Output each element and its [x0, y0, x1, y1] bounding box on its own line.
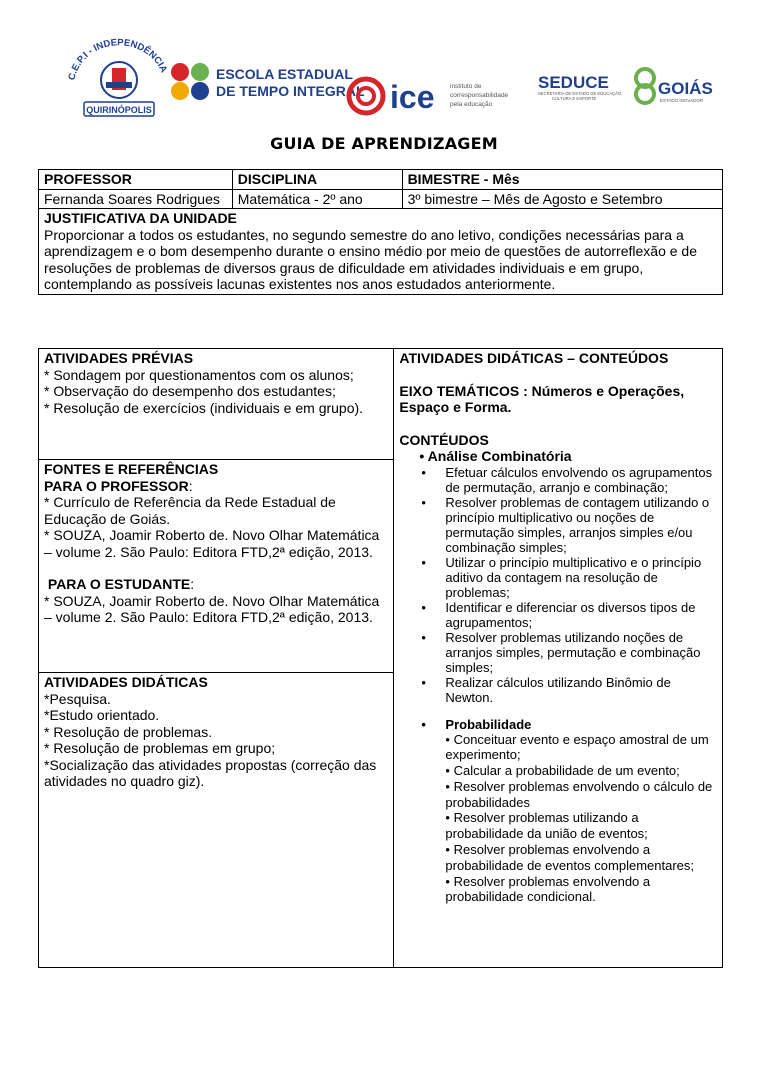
didaticas-label: ATIVIDADES DIDÁTICAS: [44, 674, 208, 690]
conteudos-label: CONTÉUDOS: [399, 431, 489, 448]
probabilidade-group: [399, 717, 718, 732]
fontes-professor-item: * SOUZA, Joamir Roberto de. Novo Olhar Matemática – volume 2. São Paulo: Editora FTD,2ª edição, 2013.: [44, 527, 380, 560]
escola-line2: DE TEMPO INTEGRAL: [216, 83, 365, 99]
list-item: • Resolver problemas envolvendo a probabilidade de eventos complementares;: [445, 842, 695, 873]
escola-line1: ESCOLA ESTADUAL: [216, 66, 353, 82]
header-table: [38, 169, 723, 295]
didaticas-cell: [39, 673, 394, 968]
ice-sub3: pela educação: [450, 101, 493, 108]
para-estudante-label: PARA O ESTUDANTE: [47, 576, 191, 592]
list-item: • Efetuar cálculos envolvendo os agrupamentos de permutação, arranjo e combinação;: [399, 465, 718, 495]
cepi-logo: [60, 38, 178, 118]
goias-name: GOIÁS: [658, 79, 713, 98]
didaticas-item: * Resolução de problemas em grupo;: [44, 740, 276, 756]
list-item: • Resolver problemas de contagem utilizando o princípio multiplicativo ou noções de permutação simples, arranjos simples e/ou combinação simples;: [399, 495, 718, 555]
ice-name: ice: [390, 79, 435, 115]
list-item: • Identificar e diferenciar os diversos tipos de agrupamentos;: [399, 600, 718, 630]
goias-logo: [634, 64, 714, 108]
ice-sub2: corresponsabilidade: [450, 92, 509, 99]
conteudos-cell: [394, 349, 723, 968]
ice-sub1: instituto de: [450, 83, 482, 90]
justificativa-label: JUSTIFICATIVA DA UNIDADE: [44, 210, 237, 226]
disciplina-label: DISCIPLINA: [232, 170, 402, 190]
logo-bar: [40, 36, 730, 122]
eixo-tematico: EIXO TEMÁTICOS : Números e Operações, Espaço e Forma.: [399, 382, 685, 415]
disciplina-value: Matemática - 2º ano: [232, 189, 402, 209]
activities-table: [38, 348, 723, 968]
fontes-estudante-item: * SOUZA, Joamir Roberto de. Novo Olhar Matemática – volume 2. São Paulo: Editora FTD,2ª edição, 2013.: [44, 592, 380, 625]
para-professor-label: PARA O PROFESSOR: [44, 477, 189, 494]
list-item: • Calcular a probabilidade de um evento;: [445, 763, 680, 779]
previas-label: ATIVIDADES PRÉVIAS: [44, 350, 194, 366]
previas-item: * Observação do desempenho dos estudantes;: [44, 383, 336, 399]
didaticas-item: * Resolução de problemas.: [44, 723, 213, 740]
fontes-label: FONTES E REFERÊNCIAS: [44, 461, 219, 477]
didaticas-item: *Socialização das atividades propostas (correção das atividades no quadro giz).: [44, 756, 377, 789]
previas-item: * Resolução de exercícios (individuais e em grupo).: [44, 399, 364, 416]
fontes-professor-item: * Currículo de Referência da Rede Estadual de Educação de Goiás.: [44, 494, 336, 527]
list-item: • Realizar cálculos utilizando Binômio de Newton.: [399, 675, 718, 705]
ice-logo: [346, 76, 516, 116]
didaticas-item: *Pesquisa.: [44, 690, 111, 707]
conteudos-heading: ATIVIDADES DIDÁTICAS – CONTEÚDOS: [399, 350, 669, 366]
seduce-name: SEDUCE: [538, 73, 609, 92]
seduce-logo: [538, 72, 628, 102]
cepi-top-text: C.E.P.I - INDEPENDÊNCIA: [66, 38, 170, 82]
seduce-sub2: CULTURA E ESPORTE: [552, 96, 597, 101]
probabilidade-list: [399, 732, 718, 906]
professor-label: PROFESSOR: [39, 170, 233, 190]
justificativa-cell: [39, 209, 723, 295]
professor-value: Fernanda Soares Rodrigues: [39, 189, 233, 209]
seduce-sub1: SECRETARIA DE ESTADO DE EDUCAÇÃO,: [538, 91, 623, 96]
bimestre-label: BIMESTRE - Mês: [402, 170, 722, 190]
fontes-cell: FONTES E REFERÊNCIAS PARA O PROFESSOR: * Currículo de Referência da Rede Estadual de Educação de Goiás. * SOUZA, Joamir Roberto de. Novo Olhar Matemática – volume 2. São Paulo: Editora FTD,2ª edição, 2013. PARA O ESTUDANTE: * SOUZA, Joamir Roberto de. Novo Olhar Matemática – volume 2. São Paulo: Editora FTD,2ª edição, 2013.: [39, 460, 394, 673]
goias-sub: ESTADO INOVADOR: [660, 98, 704, 103]
list-item: • Resolver problemas envolvendo o cálculo de probabilidades: [445, 778, 713, 810]
list-item: • Resolver problemas utilizando a probabilidade da união de eventos;: [445, 810, 648, 842]
list-item: • Conceituar evento e espaço amostral de um experimento;: [445, 731, 709, 763]
previas-item: * Sondagem por questionamentos com os alunos;: [44, 366, 354, 383]
list-item: • Utilizar o princípio multiplicativo e o princípio aditivo da contagem na resolução de problemas;: [399, 555, 718, 600]
probabilidade-label: • Probabilidade: [399, 717, 718, 732]
cepi-bottom-text: QUIRINÓPOLIS: [86, 105, 152, 115]
justificativa-text: Proporcionar a todos os estudantes, no segundo semestre do ano letivo, condições necessárias para a aprendizagem e o bom desempenho durante o ensino médio por meio de questões de autorreflexão e de resoluções de problemas de diversos graus de dificuldade em atividades individuais e em grupo, contemplando as possíveis lacunas existentes nos anos estudados anteriormente.: [44, 226, 697, 292]
bimestre-value: 3º bimestre – Mês de Agosto e Setembro: [402, 189, 722, 209]
previas-cell: [39, 349, 394, 460]
page-title: GUIA DE APRENDIZAGEM: [270, 134, 498, 153]
list-item: • Resolver problemas utilizando noções de arranjos simples, permutação e combinação simples;: [399, 630, 718, 675]
analise-list: [399, 465, 718, 705]
list-item: • Resolver problemas envolvendo a probabilidade condicional.: [445, 873, 651, 905]
analise-combinatoria-label: • Análise Combinatória: [419, 448, 572, 464]
didaticas-item: *Estudo orientado.: [44, 707, 160, 723]
